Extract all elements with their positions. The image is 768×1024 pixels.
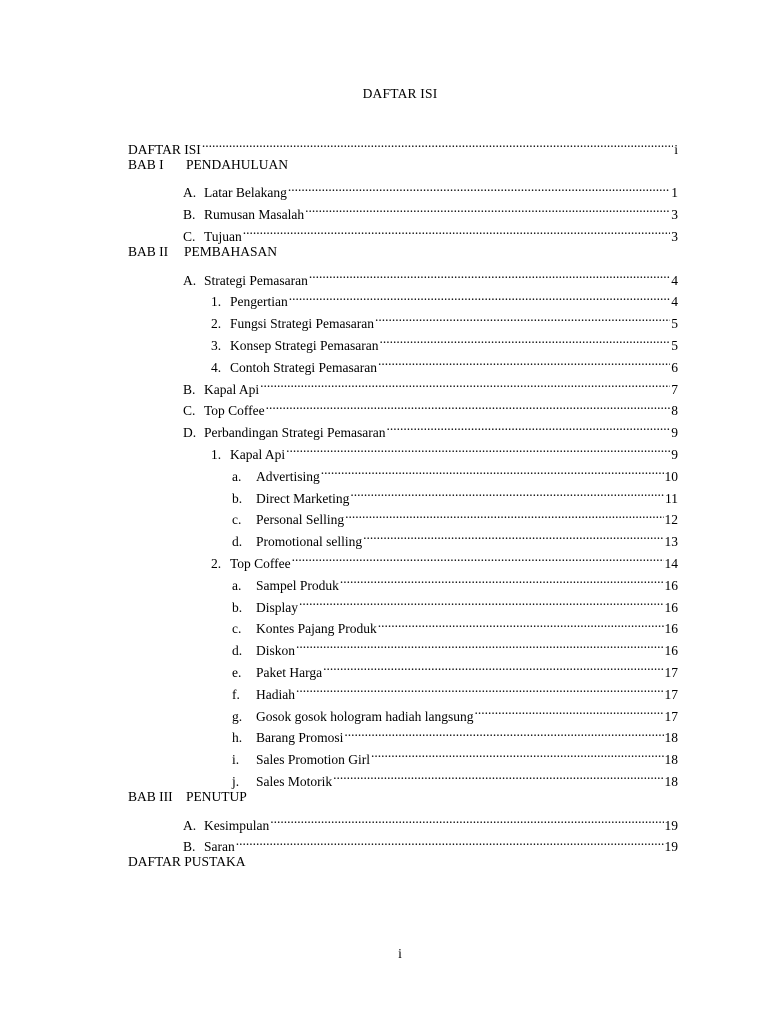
toc-entry (128, 481, 678, 506)
toc-entry-marker: j. (232, 773, 240, 789)
page-number: i (398, 946, 402, 961)
toc-entry (128, 677, 678, 702)
toc-entry-marker: BAB II (128, 243, 169, 259)
toc-entry (128, 350, 678, 375)
toc-entry-page: 1 (671, 185, 678, 201)
dot-leader (474, 699, 663, 721)
toc-entry-marker: i. (232, 752, 240, 768)
toc-entry (128, 241, 678, 263)
toc-entry (128, 263, 678, 288)
toc-entry-marker: C. (183, 228, 196, 244)
toc-entry-page: 13 (664, 534, 678, 550)
dot-leader (345, 503, 663, 525)
toc-entry-marker: B. (183, 381, 196, 397)
toc-entry (128, 830, 678, 855)
toc-entry (128, 764, 678, 789)
dot-leader (309, 263, 670, 285)
dot-leader (236, 830, 664, 852)
dot-leader (379, 328, 670, 350)
dot-leader (296, 633, 663, 655)
dot-leader (289, 285, 671, 307)
dot-leader (296, 677, 664, 699)
toc-entry (128, 197, 678, 223)
dot-leader (323, 655, 663, 677)
toc-entry-marker: 4. (211, 359, 222, 375)
toc-entry-marker: 2. (211, 555, 222, 571)
toc-entry-page: 9 (671, 446, 678, 462)
toc-entry-page: 5 (671, 316, 678, 332)
toc-entry-page: 3 (671, 228, 678, 244)
toc-entry (128, 546, 678, 571)
toc-entry-label: Kesimpulan (204, 817, 270, 833)
toc-entry-marker: g. (232, 708, 243, 724)
toc-entry-page: 14 (664, 555, 678, 571)
toc-entry-label: Fungsi Strategi Pemasaran (230, 316, 374, 332)
dot-leader (299, 590, 664, 612)
toc-entry-label: Sales Promotion Girl (256, 752, 370, 768)
toc-entry-page: 10 (664, 468, 678, 484)
toc-entry (128, 219, 678, 244)
toc-entry (128, 394, 678, 419)
toc-entry (128, 328, 678, 353)
toc-entry-marker: d. (232, 643, 243, 659)
toc-entry (128, 721, 678, 746)
toc-entry-page: 18 (664, 730, 678, 746)
toc-entry-label: Gosok gosok hologram hadiah langsung (256, 708, 474, 724)
toc-entry-label: Tujuan (204, 228, 242, 244)
toc-entry-label: Display (256, 599, 298, 615)
page-title: DAFTAR ISI (362, 86, 438, 101)
toc-entry-marker: 1. (211, 294, 222, 310)
toc-entry (128, 524, 678, 550)
toc-entry-marker: 2. (211, 316, 222, 332)
toc-entry-page: i (674, 141, 678, 157)
toc-entry (128, 851, 678, 873)
dot-leader (260, 372, 670, 394)
toc-entry-marker: d. (232, 534, 243, 550)
toc-entry-page: 4 (671, 294, 678, 310)
toc-entry-page: 6 (671, 359, 678, 375)
toc-entry-marker: B. (183, 839, 196, 855)
toc-entry (128, 590, 678, 615)
toc-entry-page: 11 (665, 490, 678, 506)
toc-entry-page: 17 (664, 664, 678, 680)
toc-entry-label: Paket Harga (256, 664, 323, 680)
toc-entry-label: Diskon (256, 643, 296, 659)
dot-leader (266, 394, 671, 416)
toc-entry-label: DAFTAR PUSTAKA (128, 854, 246, 870)
toc-entry-label: Barang Promosi (256, 730, 344, 746)
toc-entry-marker: 3. (211, 337, 222, 353)
toc-entry-page: 18 (664, 773, 678, 789)
dot-leader (243, 219, 670, 241)
toc-entry-page: 19 (664, 839, 678, 855)
toc-entry-label: Latar Belakang (204, 185, 287, 201)
toc-entry-marker: f. (232, 686, 240, 702)
toc-entry (128, 154, 678, 176)
toc-entry (128, 568, 678, 593)
toc-entry (128, 612, 678, 637)
toc-entry (128, 176, 678, 201)
toc-entry-label: Contoh Strategi Pemasaran (230, 359, 377, 375)
dot-leader (378, 612, 664, 634)
toc-entry-label: PEMBAHASAN (184, 243, 278, 259)
dot-leader (371, 742, 664, 764)
toc-entry-label: Kontes Pajang Produk (256, 621, 377, 637)
toc-entry (128, 285, 678, 310)
toc-entry-label: Hadiah (256, 686, 295, 702)
toc-entry (128, 633, 678, 659)
toc-entry-label: Perbandingan Strategi Pemasaran (204, 425, 386, 441)
dot-leader (375, 306, 670, 328)
toc-entry-page: 19 (664, 817, 678, 833)
toc-entry-page: 18 (664, 752, 678, 768)
toc-entry (128, 699, 678, 724)
toc-entry-label: Konsep Strategi Pemasaran (230, 337, 379, 353)
toc-entry-label: Direct Marketing (256, 490, 350, 506)
toc-entry (128, 742, 678, 768)
toc-entry-marker: a. (232, 468, 242, 484)
toc-entry-label: PENUTUP (186, 788, 247, 804)
toc-entry-label: Saran (204, 839, 235, 855)
toc-entry-page: 17 (664, 708, 678, 724)
toc-entry (128, 306, 678, 332)
dot-leader (286, 437, 670, 459)
toc-entry-marker: b. (232, 599, 243, 615)
toc-entry-label: Sampel Produk (256, 577, 339, 593)
toc-entry-label: DAFTAR ISI (128, 141, 201, 157)
toc-entry-marker: C. (183, 403, 196, 419)
toc-entry-label: Kapal Api (230, 446, 286, 462)
toc-entry-marker: A. (183, 817, 197, 833)
toc-entry-marker: a. (232, 577, 242, 593)
dot-leader (363, 524, 663, 546)
toc-entry-label: PENDAHULUAN (186, 156, 288, 172)
toc-entry-page: 16 (664, 621, 678, 637)
toc-entry-label: Pengertian (230, 294, 288, 310)
toc-entry-marker: A. (183, 185, 197, 201)
dot-leader (292, 546, 664, 568)
dot-leader (202, 132, 673, 154)
toc-entry-marker: e. (232, 664, 242, 680)
toc-entry (128, 437, 678, 462)
dot-leader (270, 808, 663, 830)
toc-entry (128, 132, 678, 157)
toc-entry-page: 9 (671, 425, 678, 441)
toc-entry (128, 459, 678, 484)
toc-entry-page: 16 (664, 643, 678, 659)
toc-entry-label: Sales Motorik (256, 773, 333, 789)
toc-entry-page: 16 (664, 599, 678, 615)
toc-entry-marker: BAB I (128, 156, 164, 172)
toc-entry-label: Advertising (256, 468, 320, 484)
toc-entry-label: Strategi Pemasaran (204, 272, 308, 288)
dot-leader (344, 721, 663, 743)
toc-entry-page: 5 (671, 337, 678, 353)
toc-entry-label: Kapal Api (204, 381, 260, 397)
toc-entry (128, 415, 678, 441)
dot-leader (333, 764, 663, 786)
dot-leader (350, 481, 664, 503)
table-of-contents (128, 132, 678, 873)
toc-entry-label: Top Coffee (204, 403, 265, 419)
dot-leader (288, 176, 670, 198)
dot-leader (321, 459, 664, 481)
toc-entry-label: Personal Selling (256, 512, 345, 528)
toc-entry-page: 4 (671, 272, 678, 288)
toc-entry (128, 503, 678, 528)
toc-entry-marker: B. (183, 207, 196, 223)
toc-entry-marker: c. (232, 621, 242, 637)
toc-entry-page: 16 (664, 577, 678, 593)
toc-entry (128, 655, 678, 680)
toc-entry-marker: BAB III (128, 788, 173, 804)
toc-entry-label: Promotional selling (256, 534, 363, 550)
dot-leader (386, 415, 670, 437)
toc-entry (128, 808, 678, 833)
toc-entry-marker: D. (183, 425, 197, 441)
toc-entry-marker: h. (232, 730, 243, 746)
toc-entry-marker: c. (232, 512, 242, 528)
toc-entry-marker: A. (183, 272, 197, 288)
dot-leader (340, 568, 664, 590)
dot-leader (378, 350, 670, 372)
dot-leader (305, 197, 670, 219)
toc-entry-label: Rumusan Masalah (204, 207, 305, 223)
toc-entry (128, 786, 678, 808)
toc-entry-marker: 1. (211, 446, 222, 462)
toc-entry-page: 8 (671, 403, 678, 419)
toc-entry-page: 12 (664, 512, 678, 528)
toc-entry-page: 3 (671, 207, 678, 223)
toc-entry-marker: b. (232, 490, 243, 506)
toc-entry-label: Top Coffee (230, 555, 291, 571)
toc-entry-page: 7 (671, 381, 678, 397)
toc-entry (128, 372, 678, 397)
toc-entry-page: 17 (664, 686, 678, 702)
